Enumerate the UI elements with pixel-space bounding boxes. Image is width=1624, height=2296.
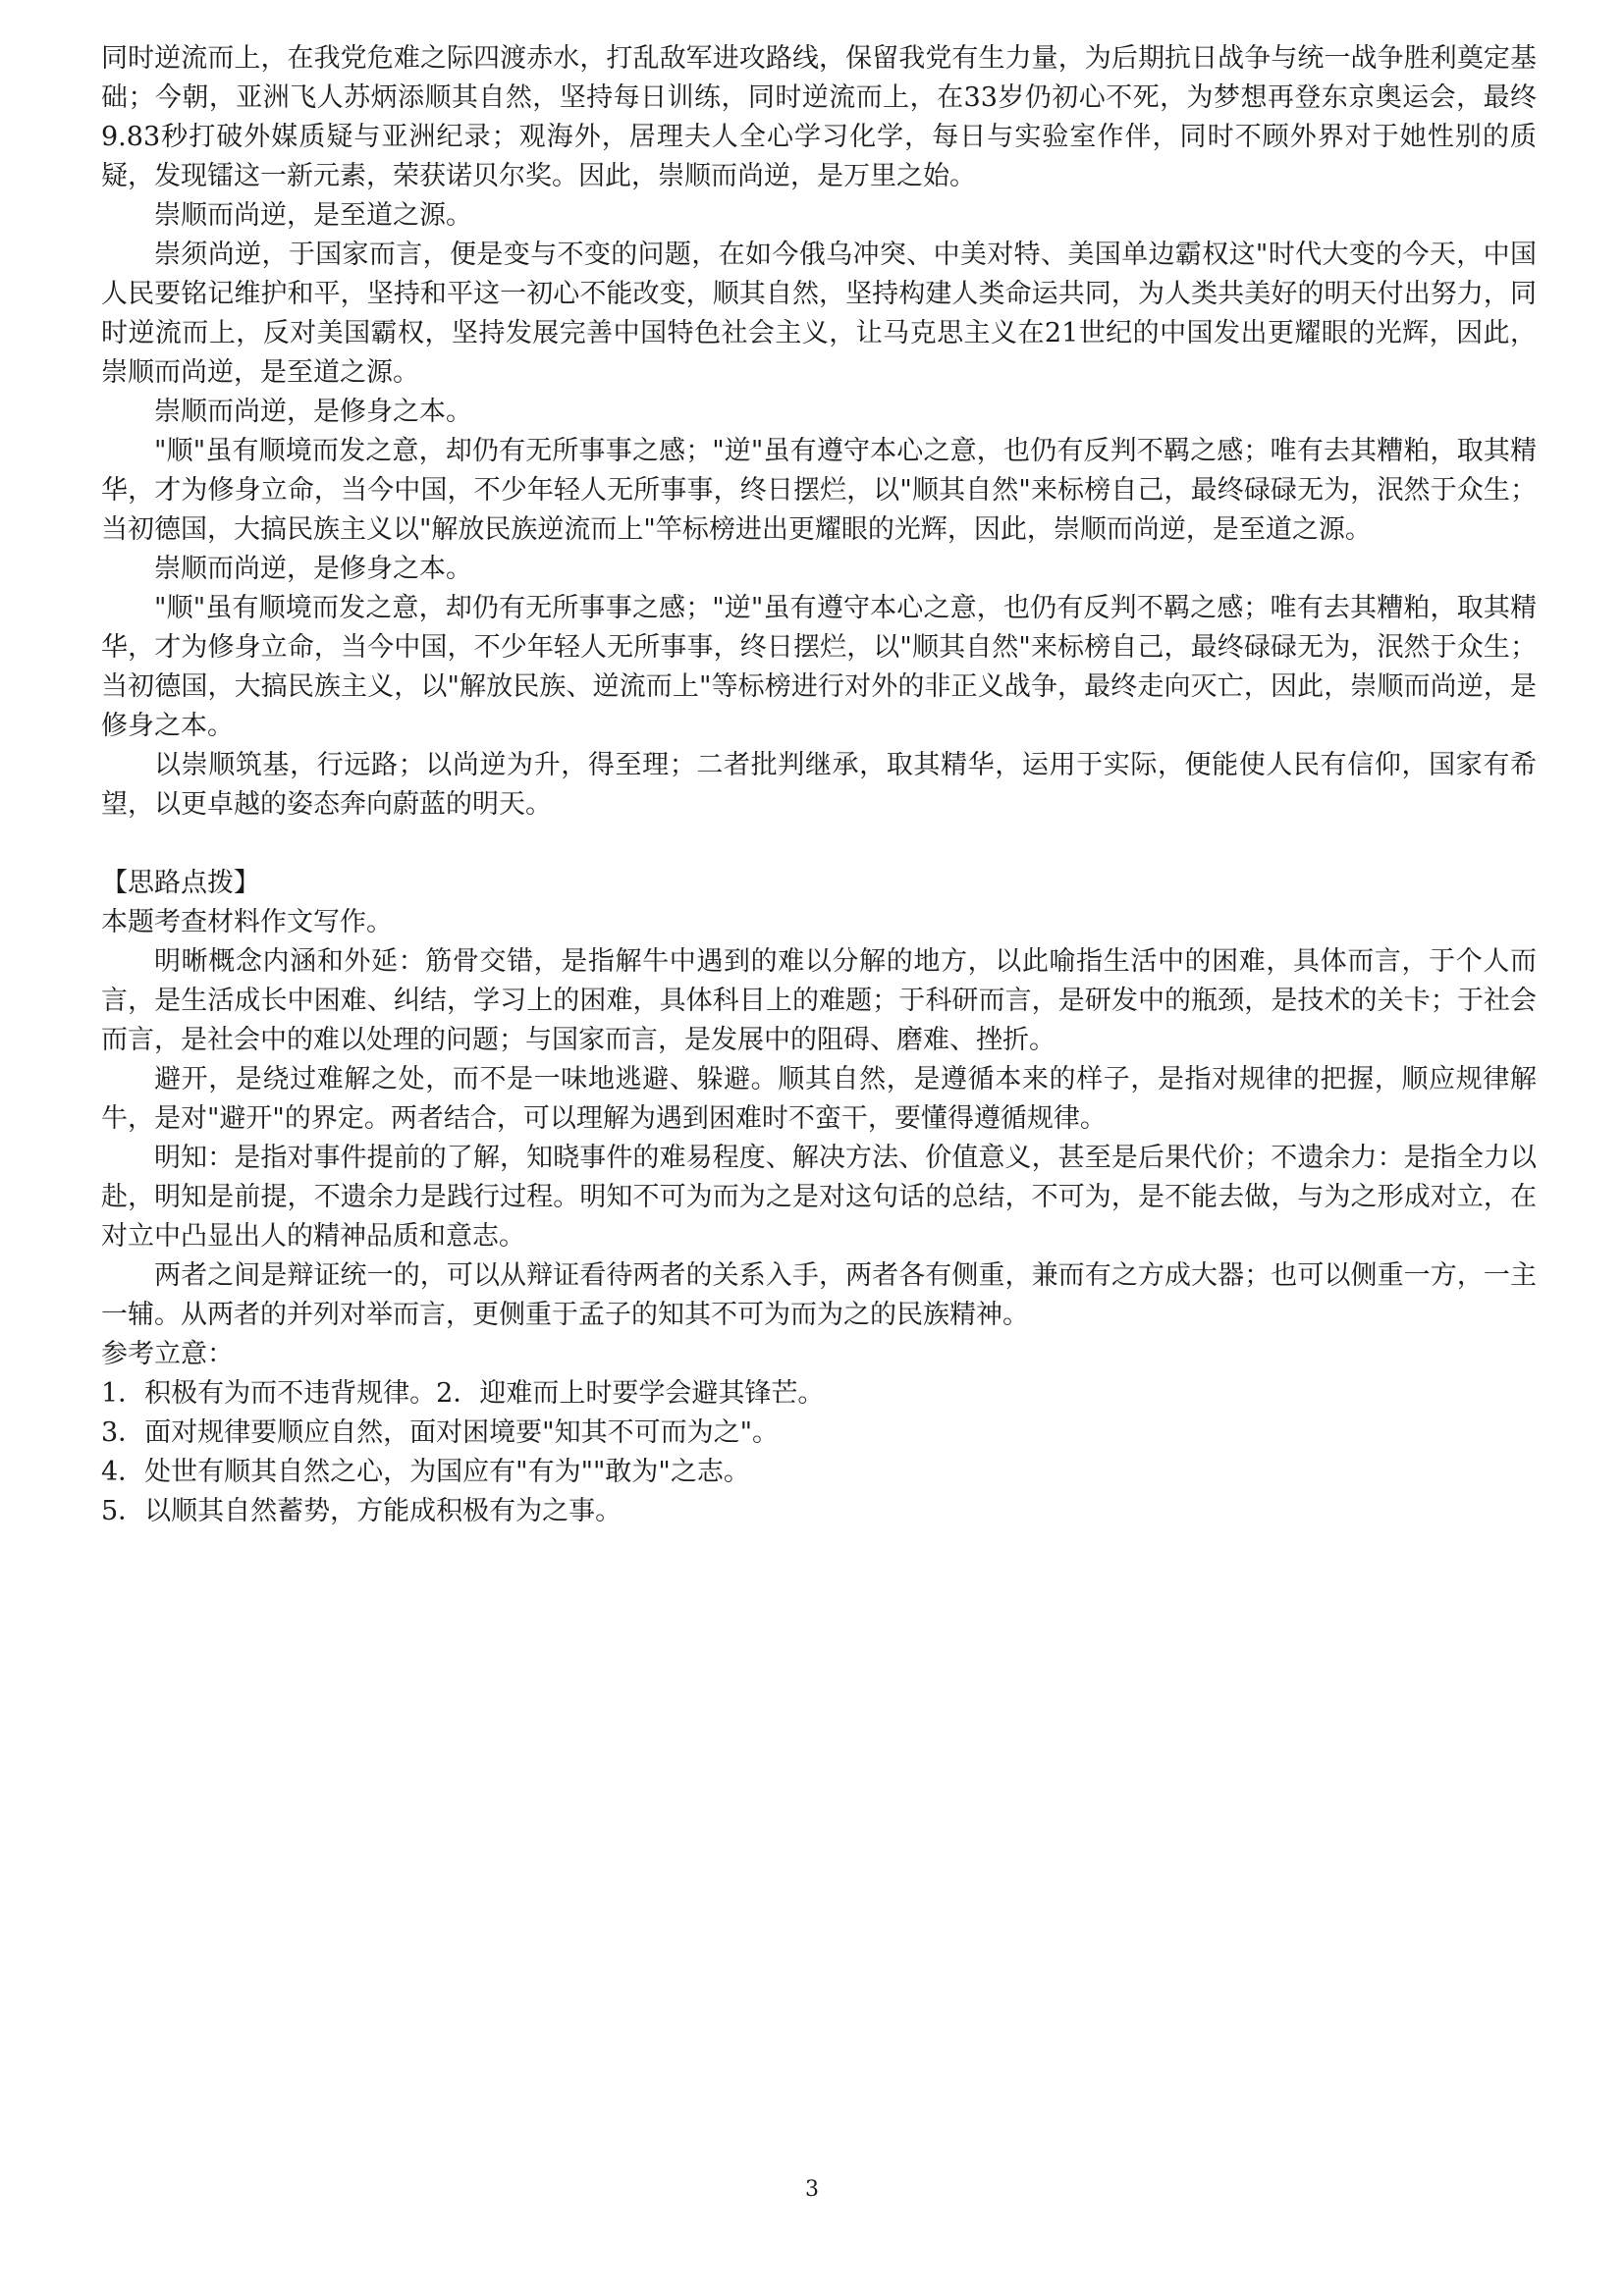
reference-item: 1．积极有为而不违背规律。2．迎难而上时要学会避其锋芒。 (101, 1378, 825, 1409)
section-spacer (101, 825, 1537, 864)
analysis-paragraph: 明晰概念内涵和外延：筋骨交错，是指解牛中遇到的难以分解的地方，以此喻指生活中的困难，具体而言，于个人而言，是生活成长中困难、纠结，学习上的困难，具体科目上的难题；于科研而言，是研发中的瓶颈，是技术的关卡；于社会而言，是社会中的难以处理的问题；与国家而言，是发展中的阻碍、磨难、挫折。 (101, 946, 1537, 1055)
reference-item: 3．面对规律要顺应自然，面对困境要"知其不可而为之"。 (101, 1417, 780, 1448)
reference-label: 参考立意： (101, 1339, 234, 1369)
essay-subheading: 崇顺而尚逆，是修身之本。 (154, 397, 472, 427)
essay-subheading: 崇顺而尚逆，是至道之源。 (154, 200, 472, 231)
analysis-heading: 【思路点拨】 (101, 868, 260, 898)
analysis-intro: 本题考查材料作文写作。 (101, 907, 393, 937)
essay-paragraph: 崇须尚逆，于国家而言，便是变与不变的问题，在如今俄乌冲突、中美对特、美国单边霸权这"时代大变的今天，中国人民要铭记维护和平，坚持和平这一初心不能改变，顺其自然，坚持构建人类命运共同，为人类共美好的明天付出努力，同时逆流而上，反对美国霸权，坚持发展完善中国特色社会主义，让马克思主义在21世纪的中国发出更耀眼的光辉，因此，崇顺而尚逆，是至道之源。 (101, 240, 1537, 388)
analysis-paragraph: 避开，是绕过难解之处，而不是一味地逃避、躲避。顺其自然，是遵循本来的样子，是指对规律的把握，顺应规律解牛，是对"避开"的界定。两者结合，可以理解为遇到困难时不蛮干，要懂得遵循规律。 (101, 1064, 1537, 1134)
document-page (101, 39, 1537, 1531)
essay-paragraph: 同时逆流而上，在我党危难之际四渡赤水，打乱敌军进攻路线，保留我党有生力量，为后期抗日战争与统一战争胜利奠定基础；今朝，亚洲飞人苏炳添顺其自然，坚持每日训练，同时逆流而上，在33岁仍初心不死，为梦想再登东京奥运会，最终9.83秒打破外媒质疑与亚洲纪录；观海外，居理夫人全心学习化学，每日与实验室作伴，同时不顾外界对于她性别的质疑，发现镭这一新元素，荣获诺贝尔奖。因此，崇顺而尚逆，是万里之始。 (101, 43, 1537, 191)
analysis-paragraph: 两者之间是辩证统一的，可以从辩证看待两者的关系入手，两者各有侧重，兼而有之方成大器；也可以侧重一方，一主一辅。从两者的并列对举而言，更侧重于孟子的知其不可为而为之的民族精神。 (101, 1260, 1537, 1330)
essay-section (101, 39, 1537, 825)
essay-subheading: 崇顺而尚逆，是修身之本。 (154, 554, 472, 584)
reference-item: 5．以顺其自然蓄势，方能成积极有为之事。 (101, 1496, 623, 1526)
essay-paragraph: "顺"虽有顺境而发之意，却仍有无所事事之感；"逆"虽有遵守本心之意，也仍有反判不羁之感；唯有去其糟粕，取其精华，才为修身立命，当今中国，不少年轻人无所事事，终日摆烂，以"顺其自然"来标榜自己，最终碌碌无为，泯然于众生；当初德国，大搞民族主义，以"解放民族、逆流而上"等标榜进行对外的非正义战争，最终走向灭亡，因此，崇顺而尚逆，是修身之本。 (101, 593, 1537, 741)
analysis-section (101, 864, 1537, 1531)
essay-conclusion: 以崇顺筑基，行远路；以尚逆为升，得至理；二者批判继承，取其精华，运用于实际，便能使人民有信仰，国家有希望，以更卓越的姿态奔向蔚蓝的明天。 (101, 750, 1537, 820)
analysis-paragraph: 明知：是指对事件提前的了解，知晓事件的难易程度、解决方法、价值意义，甚至是后果代价；不遗余力：是指全力以赴，明知是前提，不遗余力是践行过程。明知不可为而为之是对这句话的总结，不可为，是不能去做，与为之形成对立，在对立中凸显出人的精神品质和意志。 (101, 1143, 1537, 1252)
page-number: 3 (805, 2177, 819, 2202)
reference-item: 4．处世有顺其自然之心，为国应有"有为""敢为"之志。 (101, 1457, 750, 1487)
essay-paragraph: "顺"虽有顺境而发之意，却仍有无所事事之感；"逆"虽有遵守本心之意，也仍有反判不羁之感；唯有去其糟粕，取其精华，才为修身立命，当今中国，不少年轻人无所事事，终日摆烂，以"顺其自然"来标榜自己，最终碌碌无为，泯然于众生；当初德国，大搞民族主义以"解放民族逆流而上"竿标榜进出更耀眼的光辉，因此，崇顺而尚逆，是至道之源。 (101, 436, 1537, 545)
